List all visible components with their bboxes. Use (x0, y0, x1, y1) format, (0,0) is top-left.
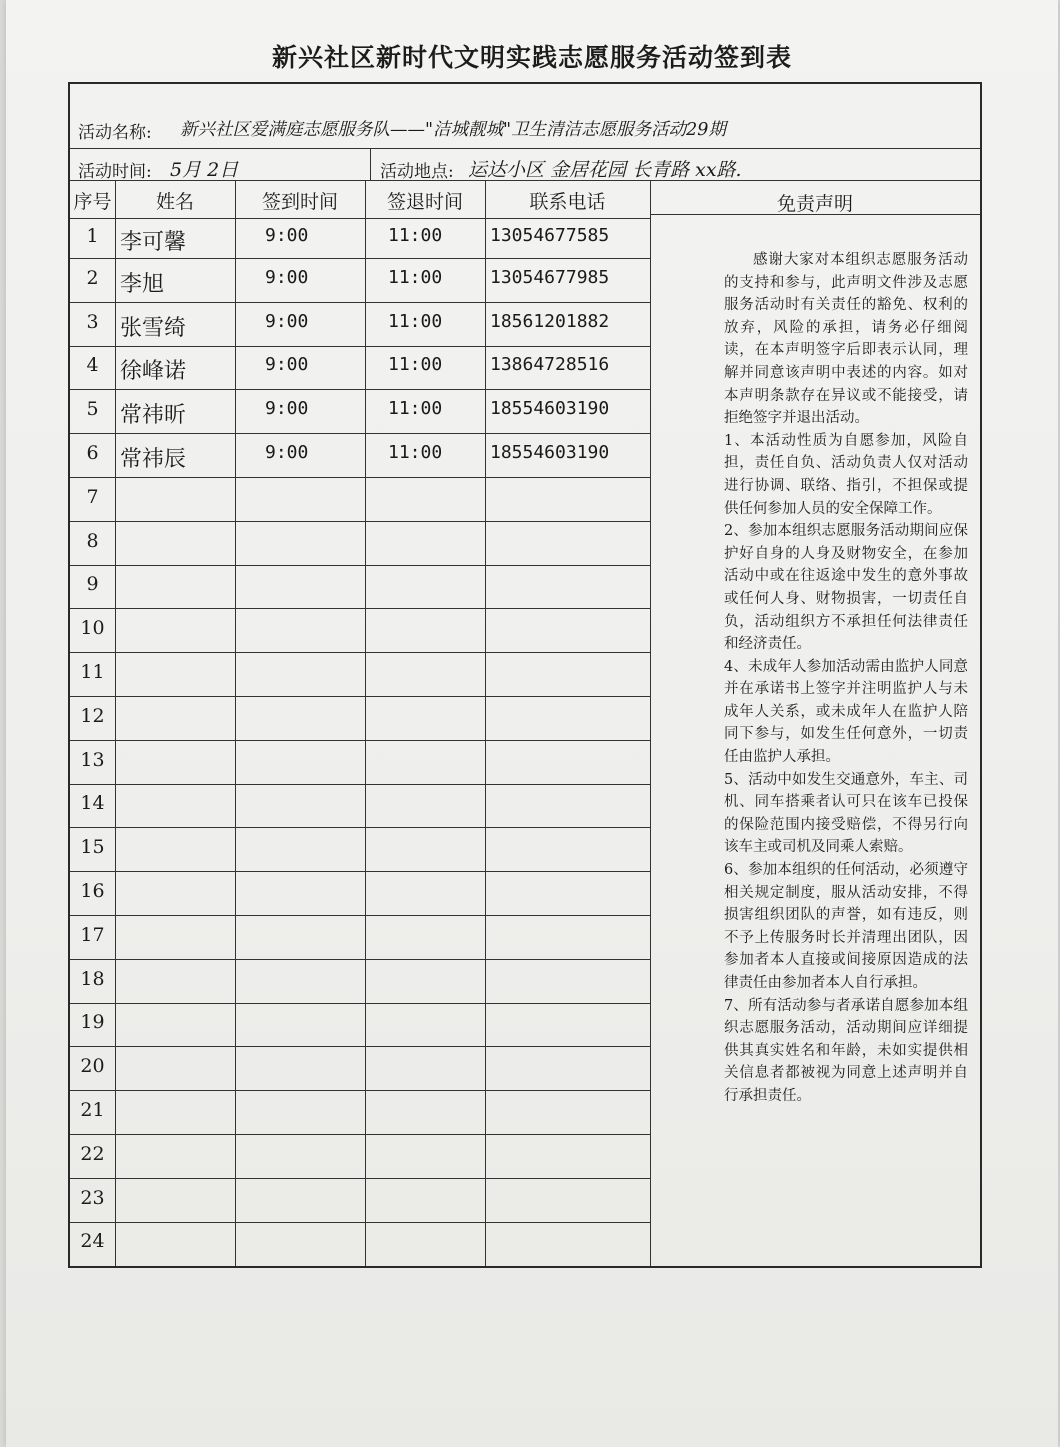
row-divider (70, 346, 650, 347)
table-row (70, 302, 650, 346)
row-divider (70, 565, 650, 566)
row-divider (70, 1090, 650, 1091)
table-row (70, 608, 650, 652)
row-number: 6 (86, 442, 99, 465)
row-number: 24 (80, 1230, 105, 1253)
sign-out-time: 11:00 (388, 442, 443, 464)
sign-in-time: 9:00 (265, 398, 309, 420)
row-number: 7 (86, 485, 99, 508)
row-divider (70, 1003, 650, 1004)
sign-in-time: 9:00 (265, 442, 309, 464)
sign-in-time: 9:00 (265, 354, 309, 376)
volunteer-name: 常祎昕 (120, 403, 187, 429)
phone-number: 13054677985 (490, 266, 610, 288)
activity-time-label: 活动时间: (78, 162, 152, 182)
table-row (70, 740, 650, 784)
row-number: 3 (86, 310, 99, 333)
table-row (70, 696, 650, 740)
sign-in-time: 9:00 (265, 310, 309, 332)
header-name: 姓名 (155, 191, 194, 213)
volunteer-name: 李旭 (120, 271, 165, 297)
column-divider (650, 180, 651, 1266)
table-row (70, 784, 650, 828)
sign-out-time: 11:00 (388, 398, 443, 420)
disclaimer-intro: 感谢大家对本组织志愿服务活动的支持和参与，此声明文件涉及志愿服务活动时有关责任的豁免、权利的放弃，风险的承担，请务必仔细阅读，在本声明签字后即表示认同，理解并同意该声明中表述的内容。如对本声明条款存在异议或不能接受，请拒绝签字并退出活动。 (724, 252, 968, 427)
table-row (70, 521, 650, 565)
volunteer-name: 徐峰诺 (120, 359, 187, 385)
table-row (70, 959, 650, 1003)
header-disclaimer: 免责声明 (776, 193, 853, 215)
activity-place-value: 运达小区 金居花园 长青路 xx路. (468, 159, 742, 181)
row-divider (70, 652, 650, 653)
activity-place-label: 活动地点: (380, 162, 454, 182)
table-row (70, 915, 650, 959)
table-row (70, 346, 650, 390)
table-row (70, 389, 650, 433)
sheet-title: 新兴社区新时代文明实践志愿服务活动签到表 (271, 43, 792, 72)
row-number: 13 (80, 748, 105, 771)
row-number: 18 (80, 967, 105, 990)
phone-number: 18554603190 (490, 398, 610, 420)
table-row (70, 1134, 650, 1178)
sign-out-time: 11:00 (388, 354, 443, 376)
sign-out-time: 11:00 (388, 310, 443, 332)
sign-out-time: 11:00 (388, 266, 443, 288)
row-number: 15 (80, 836, 105, 859)
disclaimer-text (724, 249, 968, 1108)
row-divider (70, 1178, 650, 1179)
column-divider (115, 180, 116, 1266)
column-divider (235, 180, 236, 1266)
sign-in-time: 9:00 (265, 266, 309, 288)
row-number: 22 (80, 1142, 105, 1165)
table-row (70, 1178, 650, 1222)
table-row (70, 477, 650, 521)
row-divider (70, 433, 650, 434)
row-number: 14 (80, 792, 105, 815)
row-divider (70, 608, 650, 609)
disclaimer-clause-7: 7、所有活动参与者承诺自愿参加本组织志愿服务活动，活动期间应详细提供其真实姓名和年龄，未如实提供相关信息者都被视为同意上述声明并自行承担责任。 (724, 997, 968, 1104)
column-divider (365, 180, 366, 1266)
header-sign-in: 签到时间 (261, 191, 338, 213)
header-divider-bottom (70, 218, 650, 219)
sign-in-time: 9:00 (265, 225, 309, 246)
row-number: 16 (80, 880, 105, 903)
activity-time-value: 5月 2日 (170, 159, 239, 181)
row-divider (70, 740, 650, 741)
info-place-divider (370, 148, 371, 180)
row-number: 8 (86, 529, 99, 552)
row-number: 19 (80, 1011, 105, 1034)
row-divider (70, 477, 650, 478)
row-number: 9 (86, 573, 99, 596)
activity-name-label: 活动名称: (78, 123, 152, 143)
row-divider (70, 302, 650, 303)
phone-number: 18554603190 (490, 442, 610, 464)
volunteer-name: 常祎辰 (120, 447, 187, 473)
table-row (70, 1222, 650, 1266)
row-number: 10 (80, 617, 105, 640)
column-divider (485, 180, 486, 1266)
row-number: 12 (80, 704, 105, 727)
disclaimer-clause-6: 6、参加本组织的任何活动，必须遵守相关规定制度，服从活动安排，不得损害组织团队的声誉，如有违反，则不予上传服务时长并清理出团队，因参加者本人直接或间接原因造成的法律责任由参加者本人自行承担。 (724, 862, 968, 991)
row-number: 2 (86, 266, 99, 289)
row-divider (70, 389, 650, 390)
sign-in-table (68, 82, 982, 1268)
header-sign-out: 签退时间 (386, 191, 463, 213)
row-divider (70, 1134, 650, 1135)
volunteer-name: 李可馨 (120, 230, 187, 255)
disclaimer-clause-1: 1、本活动性质为自愿参加，风险自担，责任自负、活动负责人仅对活动进行协调、联络、指引，不担保或提供任何参加人员的安全保障工作。 (724, 432, 968, 517)
table-row (70, 1046, 650, 1090)
disclaimer-clause-4: 4、未成年人参加活动需由监护人同意并在承诺书上签字并注明监护人与未成年人关系，或未成年人在监护人陪同下参与，如发生任何意外，一切责任由监护人承担。 (724, 658, 968, 766)
header-divider-top (70, 180, 980, 181)
table-row (70, 827, 650, 871)
row-number: 1 (86, 225, 99, 247)
row-divider (70, 784, 650, 785)
table-row (70, 1090, 650, 1134)
disclaimer-header-divider (650, 214, 980, 215)
row-divider (70, 521, 650, 522)
disclaimer-clause-2: 2、参加本组织志愿服务活动期间应保护好自身的人身及财物安全，在参加活动中或在往返途中发生的意外事故或任何人身、财物损害，一切责任自负，活动组织方不承担任何法律责任和经济责任。 (724, 523, 968, 653)
table-row (70, 433, 650, 477)
disclaimer-clause-5: 5、活动中如发生交通意外，车主、司机、同车搭乘者认可只在该车已投保的保险范围内接受赔偿，不得另行向该车主或司机及同乘人索赔。 (724, 771, 968, 856)
table-row (70, 565, 650, 609)
sign-out-time: 11:00 (388, 225, 443, 246)
table-row (70, 871, 650, 915)
info-divider (70, 148, 980, 149)
row-divider (70, 1046, 650, 1047)
phone-number: 13864728516 (490, 354, 610, 376)
table-row (70, 1003, 650, 1047)
phone-number: 13054677585 (490, 225, 610, 246)
row-number: 23 (80, 1186, 105, 1209)
row-number: 21 (80, 1099, 105, 1122)
header-seq: 序号 (73, 191, 112, 213)
sign-in-sheet (6, 0, 1058, 1447)
header-phone: 联系电话 (529, 191, 606, 213)
table-row (70, 652, 650, 696)
row-divider (70, 827, 650, 828)
row-divider (70, 959, 650, 960)
row-divider (70, 1222, 650, 1223)
activity-name-value: 新兴社区爱满庭志愿服务队——"洁城靓城"卫生清洁志愿服务活动29期 (180, 120, 726, 140)
row-divider (70, 871, 650, 872)
row-divider (70, 258, 650, 259)
volunteer-name: 张雪绮 (120, 315, 187, 341)
row-number: 17 (80, 923, 105, 946)
row-number: 4 (86, 354, 99, 377)
table-row (70, 218, 650, 258)
table-row (70, 258, 650, 302)
row-number: 20 (80, 1055, 105, 1078)
row-divider (70, 696, 650, 697)
row-number: 11 (80, 661, 105, 684)
row-number: 5 (86, 398, 99, 421)
phone-number: 18561201882 (490, 310, 610, 332)
row-divider (70, 915, 650, 916)
